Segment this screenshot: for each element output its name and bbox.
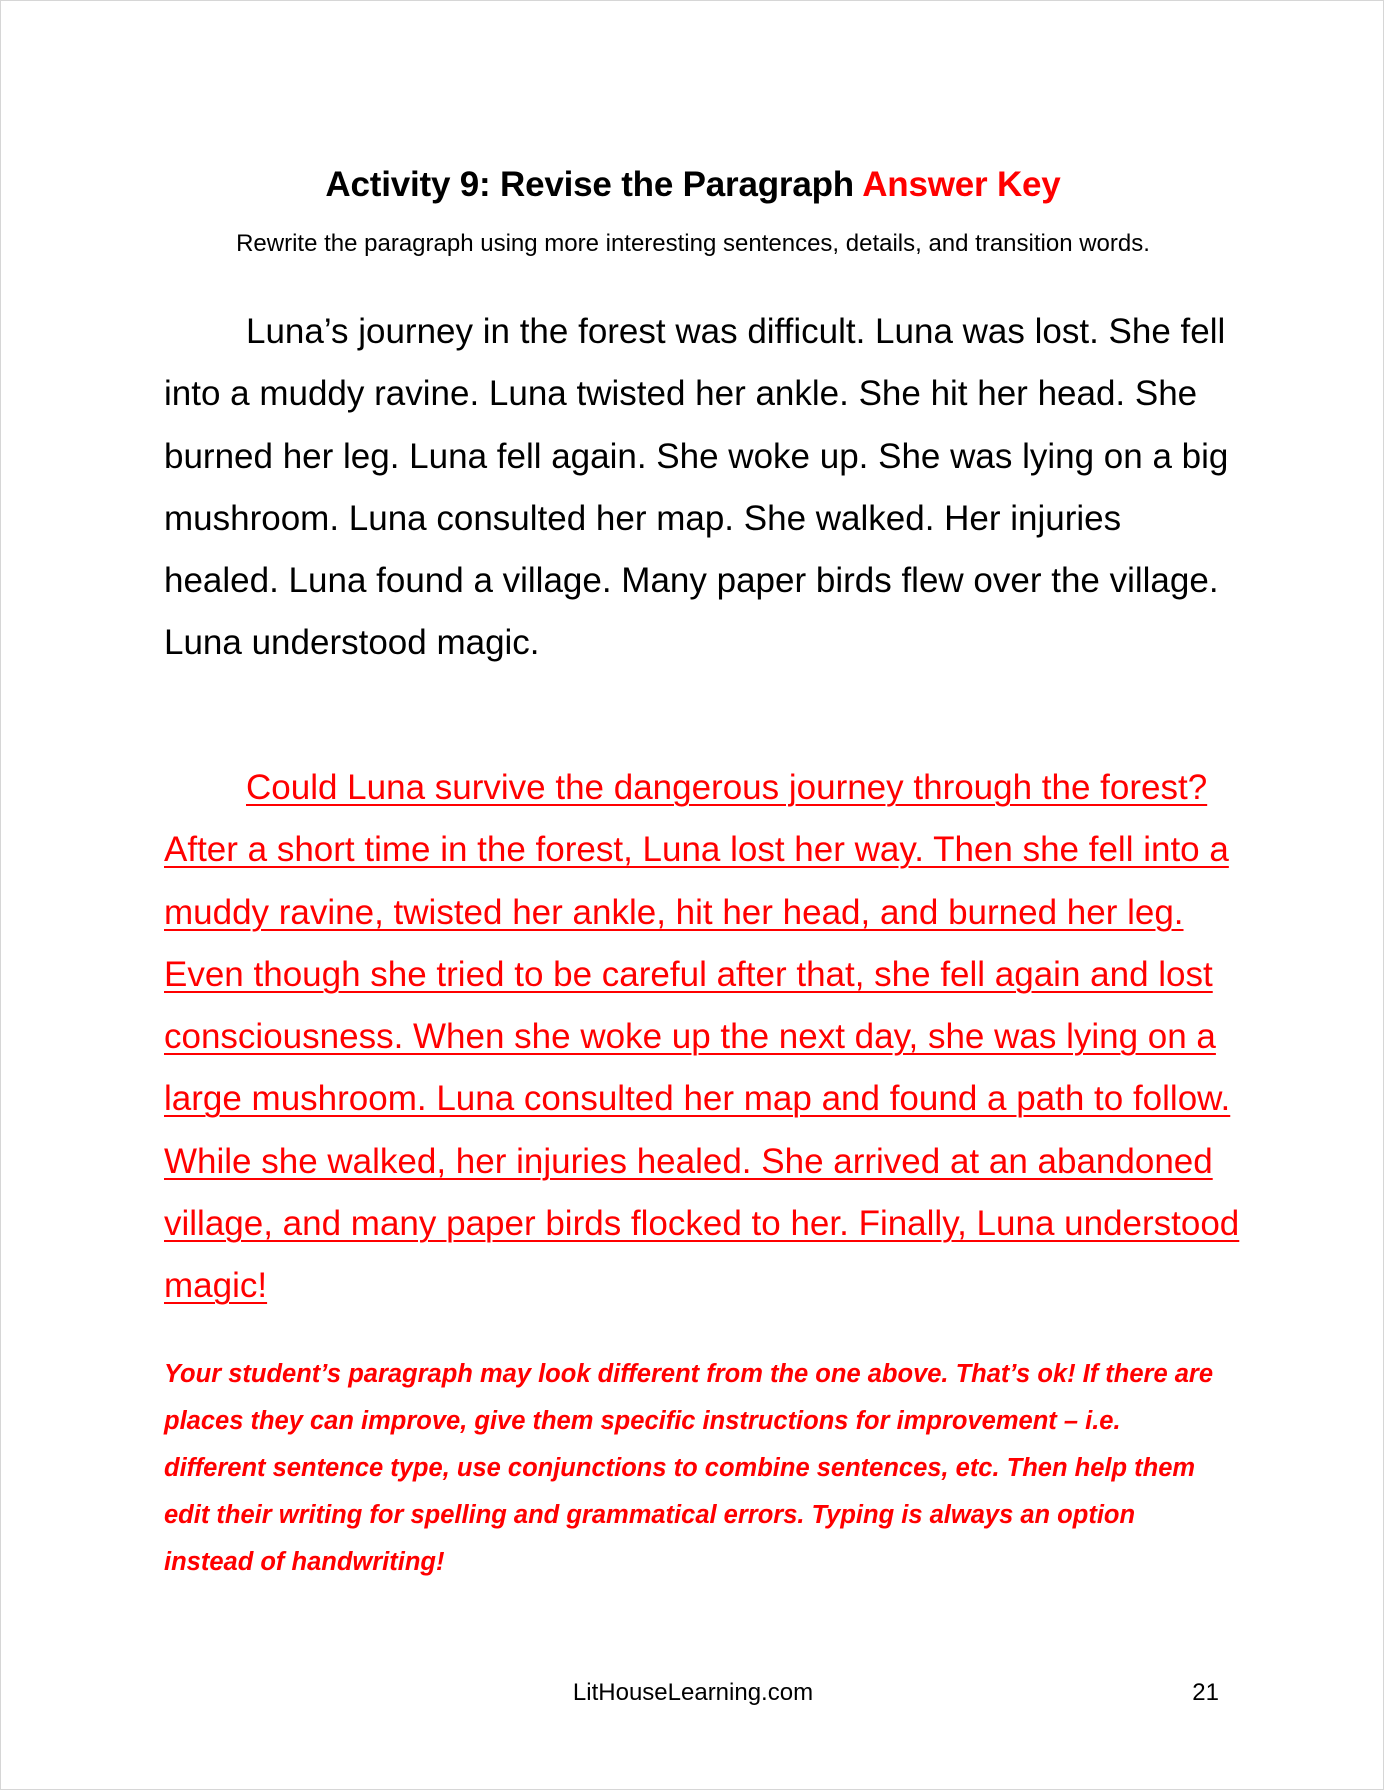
instructions-text: Rewrite the paragraph using more interesting sentences, details, and transition words. bbox=[236, 230, 1150, 257]
page-number: 21 bbox=[1192, 1679, 1219, 1706]
teacher-note: Your student’s paragraph may look different from the one above. That’s ok! If there are places they can improve, give them specific instructions for improvement – i.e. different sentence type, use conjunctions to combine sentences, etc. Then help them edit their writing for spelling and grammatical errors. Typing is always an option instead of handwriting! bbox=[164, 1360, 1214, 1576]
revised-paragraph: Could Luna survive the dangerous journey through the forest? After a short time in the forest, Luna lost her way. Then she fell into a muddy ravine, twisted her ankle, hit her head, and burned her leg. Even though she tried to be careful after that, she fell again and lost consciousness. When she woke up the next day, she was lying on a large mushroom. Luna consulted her map and found a path to follow. While she walked, her injuries healed. She arrived at an abandoned village, and many paper birds flocked to her. Finally, Luna understood magic! bbox=[164, 768, 1240, 1306]
title-main: Activity 9: Revise the Paragraph bbox=[325, 165, 854, 204]
footer-website: LitHouseLearning.com bbox=[572, 1679, 814, 1706]
title-answer-key: Answer Key bbox=[862, 165, 1061, 204]
original-paragraph: Luna’s journey in the forest was difficult. Luna was lost. She fell into a muddy ravine. Luna twisted her ankle. She hit her head. She burned her leg. Luna fell again. She woke up. She was lying on a big mushroom. Luna consulted her map. She walked. Her injuries healed. Luna found a village. Many paper birds flew over the village. Luna understood magic. bbox=[164, 312, 1229, 663]
page-title bbox=[1, 163, 1384, 207]
